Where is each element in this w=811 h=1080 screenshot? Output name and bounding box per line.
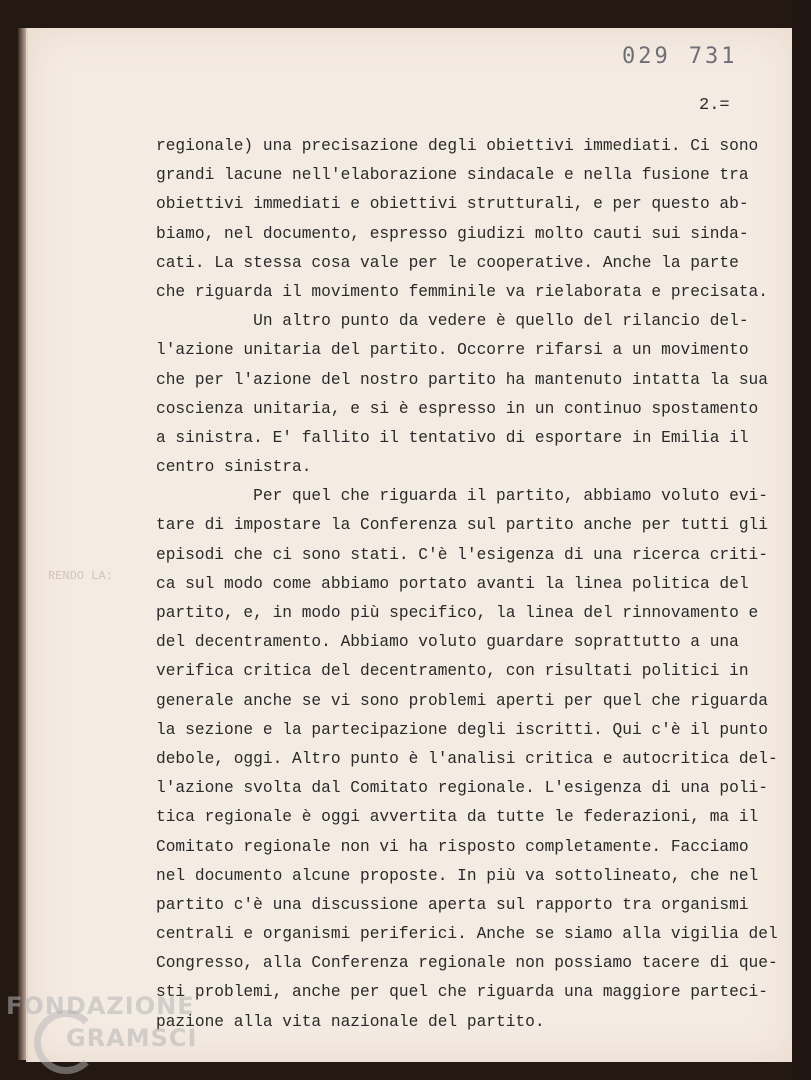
text-line: l'azione unitaria del partito. Occorre rifarsi a un movimento xyxy=(156,341,749,360)
text-line: che per l'azione del nostro partito ha mantenuto intatta la sua xyxy=(156,370,768,389)
page-number: 2.= xyxy=(699,96,730,115)
text-line: Congresso, alla Conferenza regionale non possiamo tacere di que- xyxy=(156,954,778,973)
text-line: tica regionale è oggi avvertita da tutte le federazioni, ma il xyxy=(156,808,759,827)
text-line: grandi lacune nell'elaborazione sindacale e nella fusione tra xyxy=(156,166,749,185)
text-line: partito, e, in modo più specifico, la linea del rinnovamento e xyxy=(156,604,759,622)
watermark-circle-icon xyxy=(34,1010,98,1074)
text-line: episodi che ci sono stati. C'è l'esigenza di una ricerca criti- xyxy=(156,545,768,564)
watermark-line-1: FONDAZIONE xyxy=(6,992,195,1020)
text-line: la sezione e la partecipazione degli iscritti. Qui c'è il punto xyxy=(156,720,768,739)
text-line: Un altro punto da vedere è quello del rilancio del- xyxy=(156,312,749,331)
text-line: pazione alla vita nazionale del partito. xyxy=(156,1012,545,1031)
archive-number-a: 029 xyxy=(622,44,671,69)
text-line: Comitato regionale non vi ha risposto completamente. Facciamo xyxy=(156,837,749,856)
text-line: verifica critica del decentramento, con risultati politici in xyxy=(156,662,749,681)
text-line: cati. La stessa cosa vale per le cooperative. Anche la parte xyxy=(156,253,739,272)
text-line: debole, oggi. Altro punto è l'analisi critica e autocritica del- xyxy=(156,749,778,768)
text-line: centro sinistra. xyxy=(156,458,312,477)
text-line: a sinistra. E' fallito il tentativo di esportare in Emilia il xyxy=(156,428,749,447)
text-line: generale anche se vi sono problemi aperti per quel che riguarda xyxy=(156,691,768,710)
text-line: che riguarda il movimento femminile va rielaborata e precisata. xyxy=(156,282,768,301)
text-line: obiettivi immediati e obiettivi strutturali, e per questo ab- xyxy=(156,195,749,214)
archive-stamp-number xyxy=(622,44,756,69)
scan-border xyxy=(792,0,811,1080)
text-line: coscienza unitaria, e si è espresso in un continuo spostamento xyxy=(156,399,759,418)
text-line: ca sul modo come abbiamo portato avanti la linea politica del xyxy=(156,574,749,593)
text-line: biamo, nel documento, espresso giudizi molto cauti sui sinda- xyxy=(156,224,749,243)
watermark-line-2: GRAMSCI xyxy=(66,1024,198,1052)
text-line: partito c'è una discussione aperta sul rapporto tra organismi xyxy=(156,895,749,914)
fondazione-gramsci-watermark-logo xyxy=(6,990,197,1054)
margin-note: RENDO LA: xyxy=(48,569,113,583)
document-body xyxy=(156,132,778,1037)
text-line: sti problemi, anche per quel che riguarda una maggiore parteci- xyxy=(156,983,768,1002)
text-line: tare di impostare la Conferenza sul partito anche per tutti gli xyxy=(156,516,768,535)
text-line: centrali e organismi periferici. Anche se siamo alla vigilia del xyxy=(156,925,778,944)
archive-number-b: 731 xyxy=(688,44,738,69)
text-line: l'azione svolta dal Comitato regionale. L'esigenza di una poli- xyxy=(156,779,768,798)
text-line: regionale) una precisazione degli obiettivi immediati. Ci sono xyxy=(156,137,759,155)
text-line: nel documento alcune proposte. In più va sottolineato, che nel xyxy=(156,866,759,885)
text-line: Per quel che riguarda il partito, abbiamo voluto evi- xyxy=(156,487,768,506)
text-line: del decentramento. Abbiamo voluto guardare soprattutto a una xyxy=(156,633,739,652)
